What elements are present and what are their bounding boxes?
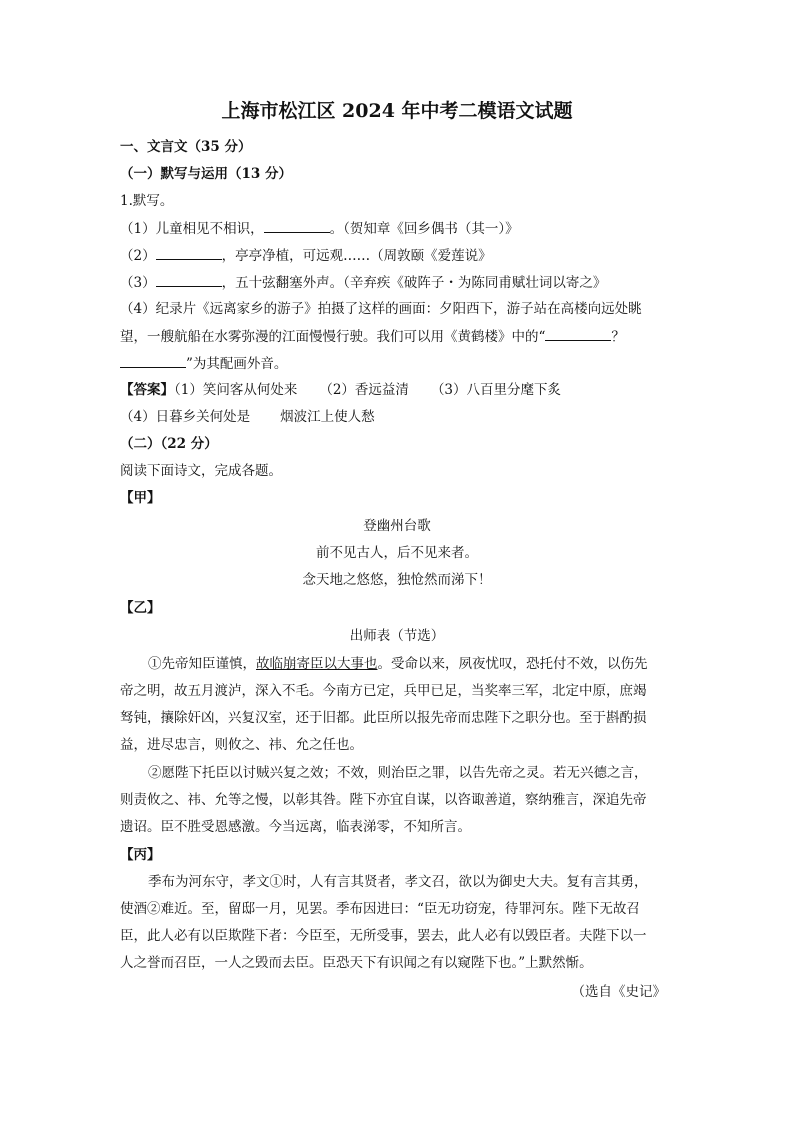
passage-bing-source: （选自《史记》 [571, 984, 666, 1000]
answer-3: （3）八百里分麾下炙 [430, 382, 562, 398]
question-1-2-prefix: （2） [120, 248, 156, 264]
answer-blank [156, 272, 222, 287]
question-1-2-suffix: ，亭亭净植，可远观……（周敦颐《爱莲说》 [221, 248, 492, 264]
passage-bing-line-1: 季布为河东守，孝文①时，人有言其贤者，孝文召，欲以为御史大夫。复有言其勇， [148, 874, 648, 890]
passage-yi-paragraph-2-line-1: ②愿陛下托臣以讨贼兴复之效；不效，则治臣之罪，以告先帝之灵。若无兴德之言， [148, 765, 648, 781]
passage-yi-paragraph-2-line-2: 则责攸之、祎、允等之慢，以彰其咎。陛下亦宜自谋，以咨诹善道，察纳雅言，深追先帝 [120, 792, 647, 808]
passage-yi-label: 【乙】 [120, 600, 161, 616]
passage-bing-line-3: 臣，此人必有以臣欺陛下者：今臣至，无所受事，罢去，此人必有以毁臣者。夫陛下以一 [120, 928, 647, 944]
poem-line-2: 念天地之悠悠，独怆然而涕下！ [302, 572, 492, 588]
question-1-4-line-3-text: ”为其配画外音。 [186, 356, 288, 372]
poem-line-1: 前不见古人，后不见来者。 [316, 545, 478, 561]
answer-1: （1）笑问客从何处来 [174, 382, 298, 398]
passage-bing-line-4: 人之誉而召臣，一人之毁而去臣。臣恐天下有识闻之有以窥陛下也。”上默然惭。 [120, 955, 593, 971]
passage-yi-text: ①先帝知臣谨慎， [148, 656, 256, 672]
passage-yi-text: 。受命以来，夙夜忧叹，恐托付不效，以伤先 [377, 656, 648, 672]
passage-yi-paragraph-1-line-3: 驽钝，攘除奸凶，兴复汉室，还于旧都。此臣所以报先帝而忠陛下之职分也。至于斟酌损 [120, 710, 647, 726]
question-1-4-line-2-end: ？ [611, 329, 625, 345]
question-1-1 [120, 218, 519, 239]
answer-blank [120, 353, 186, 368]
question-1-1-prefix: （1）儿童相见不相识， [120, 221, 264, 237]
answer-blank [545, 326, 611, 341]
passage-yi-paragraph-2-line-3: 遗诏。臣不胜受恩感激。今当远离，临表涕零，不知所言。 [120, 819, 471, 835]
question-1-4-line-1: （4）纪录片《远离家乡的游子》拍摄了这样的画面：夕阳西下，游子站在高楼向远处眺 [120, 301, 642, 317]
passage-yi-paragraph-1-line-2: 帝之明，故五月渡泸，深入不毛。今南方已定，兵甲已足，当奖率三军，北定中原，庶竭 [120, 683, 647, 699]
question-1-2 [120, 245, 492, 266]
answer-line-2 [120, 407, 375, 427]
question-1-3-prefix: （3） [120, 275, 156, 291]
question-1-3 [120, 272, 606, 293]
section-heading-classical-chinese: 一、文言文（35 分） [120, 139, 252, 155]
passage-yi-title: 出师表（节选） [349, 628, 445, 644]
answer-blank [264, 218, 330, 233]
question-1-4-line-2 [120, 326, 625, 347]
question-1-label: 1.默写。 [120, 193, 174, 209]
subsection-heading-reading: （二）（22 分） [120, 436, 218, 452]
answer-2: （2）香远益清 [319, 382, 409, 398]
page-title: 上海市松江区 2024 年中考二模语文试题 [221, 100, 573, 122]
poem-title: 登幽州台歌 [363, 518, 431, 534]
passage-bing-label: 【丙】 [120, 847, 161, 863]
answer-4-part-1: （4）日暮乡关何处是 [120, 409, 251, 425]
passage-yi-paragraph-1-line-4: 益，进尽忠言，则攸之、祎、允之任也。 [120, 737, 363, 753]
question-1-4-line-2-text: 望，一艘航船在水雾弥漫的江面慢慢行驶。我们可以用《黄鹤楼》中的“ [120, 329, 546, 345]
answer-line-1 [120, 380, 561, 400]
answer-label: 【答案】 [120, 382, 174, 398]
answer-blank [156, 245, 222, 260]
question-1-4-line-3 [120, 353, 287, 374]
answer-4-part-2: 烟波江上使人愁 [280, 409, 375, 425]
passage-bing-line-2: 使酒②难近。至，留邸一月，见罢。季布因进曰：“臣无功窃宠，待罪河东。陛下无故召 [120, 901, 640, 917]
passage-jia-label: 【甲】 [120, 490, 161, 506]
underlined-sentence: 故临崩寄臣以大事也 [256, 656, 378, 672]
subsection-heading-dictation: （一）默写与运用（13 分） [120, 166, 292, 182]
reading-instruction: 阅读下面诗文，完成各题。 [120, 463, 282, 479]
passage-yi-paragraph-1-line-1 [148, 654, 648, 674]
question-1-3-suffix: ，五十弦翻塞外声。（辛弃疾《破阵子・为陈同甫赋壮词以寄之》 [221, 275, 607, 291]
question-1-1-suffix: 。（贺知章《回乡偶书（其一）》 [329, 221, 519, 237]
